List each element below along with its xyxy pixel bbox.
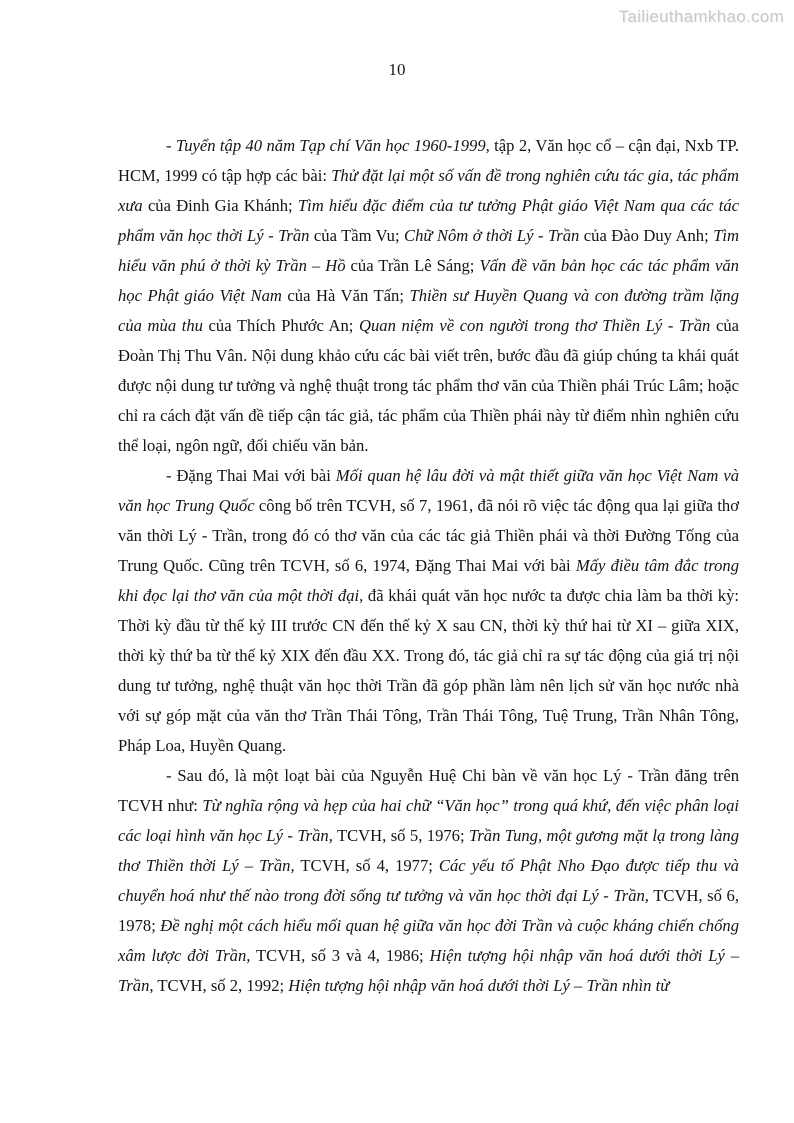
text-run: - Đặng Thai Mai với bài [166, 466, 336, 485]
text-run: TCVH, số 3 và 4, 1986; [250, 946, 430, 965]
text-run: - [166, 136, 176, 155]
text-run: của Hà Văn Tấn; [281, 286, 410, 305]
paragraph-nguyen-hue-chi [118, 761, 739, 1001]
cited-title-run: Vấn đề văn bản học các tác phẩm văn học Phật giáo Việt Nam [118, 256, 739, 305]
cited-title-run: Đề nghị một cách hiểu mối quan hệ giữa văn học đời Trần và cuộc kháng chiến chống xâm lược đời Trần, [118, 916, 739, 965]
text-run: TCVH, số 6, 1978; [118, 886, 739, 935]
watermark: Tailieuthamkhao.com [618, 7, 784, 26]
text-run: công bố trên TCVH, số 7, 1961, đã nói rõ việc tác động qua lại giữa thơ văn thời Lý - Trần, trong đó có thơ văn của các tác giả Thiền phái và thời Đường Tống của Trung Quốc. Cũng trên TCVH, số 6, 1974, Đặng Thai Mai với bài [118, 496, 739, 575]
text-run: - Sau đó, là một loạt bài của Nguyễn Huệ Chi bàn về văn học Lý - Trần đăng trên TCVH như: [118, 766, 739, 815]
cited-title-run: Hiện tượng hội nhập văn hoá dưới thời Lý – Trần, [118, 946, 740, 995]
text-run: của Đinh Gia Khánh; [142, 196, 298, 215]
cited-title-run: Hiện tượng hội nhập văn hoá dưới thời Lý – Trần nhìn từ [288, 976, 670, 995]
text-run: của Đoàn Thị Thu Vân. Nội dung khảo cứu các bài viết trên, bước đầu đã giúp chúng ta khái quát được nội dung tư tưởng và nghệ thuật trong tác phẩm thơ văn của Thiền phái Trúc Lâm; hoặc chỉ ra cách đặt vấn đề tiếp cận tác giả, tác phẩm của Thiền phái này từ điểm nhìn nghiên cứu thể loại, ngôn ngữ, đối chiếu văn bản. [118, 316, 739, 455]
cited-title-run: Các yếu tố Phật Nho Đạo được tiếp thu và chuyển hoá như thế nào trong đời sống tư tưởng và văn học thời đại Lý - Trần, [118, 856, 739, 905]
text-run: tập 2, Văn học cổ – cận đại, Nxb TP. HCM, 1999 có tập hợp các bài: [118, 136, 739, 185]
text-run: của Đào Duy Anh; [579, 226, 714, 245]
cited-title-run: Quan niệm về con người trong thơ Thiền Lý - Trần [359, 316, 711, 335]
text-run: đã khái quát văn học nước ta được chia làm ba thời kỳ: Thời kỳ đầu từ thế kỷ III trước CN đến thế kỷ X sau CN, thời kỳ thứ hai từ XI – giữa XIX, thời kỳ thứ ba từ thế kỷ XIX đến đầu XX. Trong đó, tác giả chỉ ra sự tác động của giá trị nội dung tư tưởng, nghệ thuật văn học thời Trần đã góp phần làm nên lịch sử văn học nước nhà với sự góp mặt của văn thơ Trần Thái Tông, Trần Thái Tông, Tuệ Trung, Trần Nhân Tông, Pháp Loa, Huyền Quang. [118, 586, 740, 755]
document-body [118, 131, 739, 1001]
paragraph-dang-thai-mai [118, 461, 739, 761]
cited-title-run: Tuyển tập 40 năm Tạp chí Văn học 1960-1999, [175, 136, 490, 155]
text-run: TCVH, số 2, 1992; [153, 976, 289, 995]
paragraph-tuyen-tap [118, 131, 739, 461]
text-run: TCVH, số 5, 1976; [332, 826, 469, 845]
cited-title-run: Tìm hiểu đặc điểm của tư tưởng Phật giáo Việt Nam qua các tác phẩm văn học thời Lý - Trần [118, 196, 740, 245]
cited-title-run: Thiền sư Huyền Quang và con đường trầm lặng của mùa thu [118, 286, 740, 335]
text-run: TCVH, số 4, 1977; [294, 856, 439, 875]
cited-title-run: Thử đặt lại một số vấn đề trong nghiên cứu tác gia, tác phẩm xưa [118, 166, 739, 215]
page-number: 10 [388, 60, 406, 79]
text-run: của Trần Lê Sáng; [345, 256, 480, 275]
cited-title-run: Chữ Nôm ở thời Lý - Trần [404, 226, 580, 245]
text-run: của Tầm Vu; [309, 226, 405, 245]
cited-title-run: Mấy điều tâm đắc trong khi đọc lại thơ văn của một thời đại, [118, 556, 739, 605]
cited-title-run: Mối quan hệ lâu đời và mật thiết giữa văn học Việt Nam và văn học Trung Quốc [118, 466, 739, 515]
cited-title-run: Từ nghĩa rộng và hẹp của hai chữ “Văn học” trong quá khứ, đến việc phân loại các loại hình văn học Lý - Trần, [118, 796, 740, 845]
cited-title-run: Trần Tung, một gương mặt lạ trong làng thơ Thiền thời Lý – Trần, [118, 826, 740, 875]
cited-title-run: Tìm hiểu văn phú ở thời kỳ Trần – Hồ [118, 226, 740, 275]
text-run: của Thích Phước An; [202, 316, 360, 335]
